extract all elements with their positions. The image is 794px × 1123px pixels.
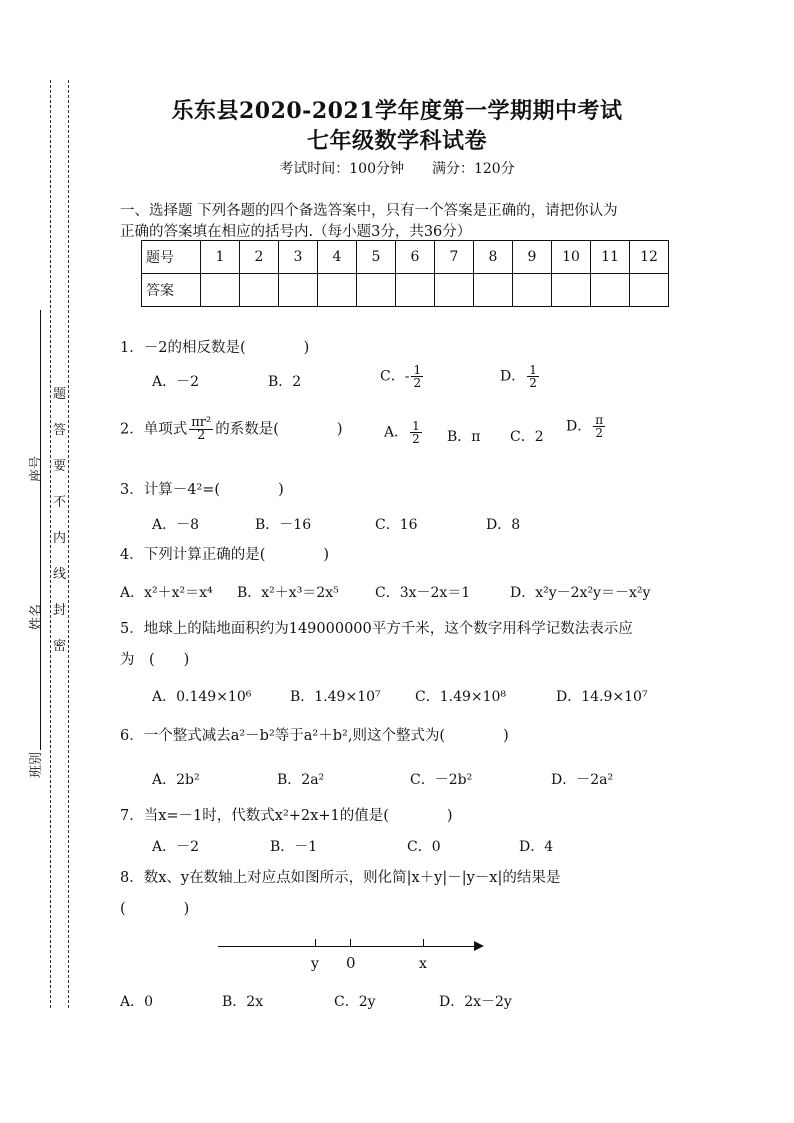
fraction-numerator: 1 <box>412 419 420 433</box>
answer-cell[interactable] <box>474 274 513 307</box>
q2-option-b: B．π <box>447 429 481 445</box>
q4-stem: 4．下列计算正确的是( ) <box>120 547 330 563</box>
exam-title: 乐东县2020-2021学年度第一学期期中考试 <box>171 98 623 124</box>
q7-option-a: A．－2 <box>152 839 200 855</box>
question-number: 10 <box>552 241 591 274</box>
answer-cell[interactable] <box>357 274 396 307</box>
answer-cell[interactable] <box>513 274 552 307</box>
fraction-numerator: 1 <box>529 363 537 377</box>
q5-stem-line1: 5．地球上的陆地面积约为149000000平方千米，这个数字用科学记数法表示应 <box>120 621 633 637</box>
q5-option-d: D．14.9×10⁷ <box>556 689 648 705</box>
q2-option-d-fraction <box>593 414 605 439</box>
q1-option-c-prefix: C．- <box>380 368 410 385</box>
q8-stem-line1: 8．数x、y在数轴上对应点如图所示，则化简|x＋y|－|y－x|的结果是 <box>120 870 561 886</box>
answer-cell[interactable] <box>435 274 474 307</box>
answer-cell[interactable] <box>240 274 279 307</box>
q5-option-b: B．1.49×10⁷ <box>290 689 381 705</box>
q7-option-b: B．－1 <box>270 839 318 855</box>
table-row <box>142 274 669 307</box>
q1-option-d-fraction <box>527 364 539 389</box>
q4-option-b: B．x²＋x³＝2x⁵ <box>237 585 339 601</box>
q1-option-c <box>380 364 425 389</box>
q6-option-b: B．2a² <box>277 772 325 788</box>
q3-option-d: D．8 <box>486 517 521 533</box>
question-number: 1 <box>201 241 240 274</box>
name-label: 姓名 <box>29 603 44 630</box>
tick-zero <box>350 939 351 947</box>
question-number: 2 <box>240 241 279 274</box>
seal-char: 内 <box>53 531 67 546</box>
label-x: x <box>419 956 427 972</box>
seal-char: 要 <box>53 459 67 474</box>
answer-table <box>141 240 669 307</box>
q7-option-d: D．4 <box>519 839 554 855</box>
q2-stem-prefix: 2．单项式 <box>120 421 188 438</box>
q6-option-a: A．2b² <box>152 772 200 788</box>
q2-option-a-fraction <box>410 420 422 445</box>
q2-stem <box>120 417 343 442</box>
q6-option-c: C．－2b² <box>410 772 473 788</box>
q2-option-a-prefix: A． <box>384 424 409 441</box>
q8-option-c: C．2y <box>334 994 376 1010</box>
q8-stem-line2: ( ) <box>120 901 190 917</box>
answer-cell[interactable] <box>396 274 435 307</box>
q4-option-d: D．x²y－2x²y＝－x²y <box>510 585 651 601</box>
seal-char: 封 <box>53 603 67 618</box>
q8-option-a: A．0 <box>120 994 154 1010</box>
question-number: 4 <box>318 241 357 274</box>
table-row <box>142 241 669 274</box>
answer-cell[interactable] <box>201 274 240 307</box>
q5-option-a: A．0.149×10⁶ <box>152 689 252 705</box>
q3-option-b: B．－16 <box>255 517 312 533</box>
q7-option-c: C．0 <box>407 839 441 855</box>
answer-cell[interactable] <box>318 274 357 307</box>
q5-stem-line2: 为 ( ) <box>120 652 190 668</box>
fraction-numerator: 1 <box>413 363 422 377</box>
section-intro-2: 正确的答案填在相应的括号内.（每小题3分，共36分） <box>120 224 472 240</box>
exam-subtitle: 七年级数学科试卷 <box>306 128 487 154</box>
q1-option-b: B．2 <box>268 374 302 390</box>
number-line <box>218 946 476 947</box>
fraction-denominator: 2 <box>413 376 422 390</box>
answer-cell[interactable] <box>279 274 318 307</box>
q8-option-d: D．2x－2y <box>439 994 512 1010</box>
seal-char: 答 <box>53 423 67 438</box>
q1-option-a: A．－2 <box>152 374 200 390</box>
seal-char: 密 <box>53 639 67 654</box>
q3-option-c: C．16 <box>375 517 418 533</box>
q3-option-a: A．－8 <box>152 517 200 533</box>
q3-stem: 3．计算－4²=( ) <box>120 482 284 498</box>
number-line-arrow-icon <box>474 941 484 951</box>
q1-option-d <box>500 364 541 389</box>
seal-char: 题 <box>53 387 67 402</box>
q4-option-c: C．3x－2x＝1 <box>375 585 471 601</box>
question-number: 6 <box>396 241 435 274</box>
q1-option-d-prefix: D． <box>500 368 526 385</box>
section-intro-1: 一、选择题 下列各题的四个备选答案中，只有一个答案是正确的，请把你认为 <box>120 203 618 219</box>
q2-monomial-fraction <box>189 417 213 442</box>
q2-option-d-prefix: D． <box>566 418 592 435</box>
q1-option-c-fraction <box>411 364 423 389</box>
q2-stem-suffix: 的系数是( ) <box>215 421 343 438</box>
seat-label: 座号 <box>29 455 44 482</box>
label-y: y <box>311 956 319 972</box>
tick-y <box>315 939 316 947</box>
seal-char: 不 <box>53 495 67 510</box>
class-label: 班别 <box>29 751 44 778</box>
fraction-denominator: 2 <box>197 428 206 443</box>
answer-cell[interactable] <box>630 274 669 307</box>
seal-text <box>53 388 67 676</box>
question-number: 7 <box>435 241 474 274</box>
q6-stem: 6．一个整式减去a²－b²等于a²＋b²,则这个整式为( ) <box>120 728 509 744</box>
fraction-numerator: π <box>595 413 604 427</box>
fold-line-left <box>50 80 51 1008</box>
q8-option-b: B．2x <box>222 994 264 1010</box>
q2-option-d <box>566 414 607 439</box>
seal-char: 线 <box>53 567 67 582</box>
student-info-line <box>40 310 41 750</box>
fold-line-right <box>68 80 69 1008</box>
q2-option-c: C．2 <box>510 429 544 445</box>
q5-option-c: C．1.49×10⁸ <box>415 689 507 705</box>
q4-option-a: A．x²＋x²＝x⁴ <box>120 585 213 601</box>
q2-option-a <box>384 420 424 445</box>
tick-x <box>423 939 424 947</box>
answer-cell[interactable] <box>591 274 630 307</box>
fraction-denominator: 2 <box>595 426 603 440</box>
answer-cell[interactable] <box>552 274 591 307</box>
question-number: 8 <box>474 241 513 274</box>
label-zero: 0 <box>346 954 356 972</box>
fraction-numerator: πr² <box>191 415 212 430</box>
table-head-label: 题号 <box>142 241 201 274</box>
fraction-denominator: 2 <box>412 432 420 446</box>
question-number: 12 <box>630 241 669 274</box>
q1-stem: 1．－2的相反数是( ) <box>120 340 310 356</box>
question-number: 9 <box>513 241 552 274</box>
q7-stem: 7．当x=－1时，代数式x²+2x+1的值是( ) <box>120 808 453 824</box>
question-number: 5 <box>357 241 396 274</box>
exam-info: 考试时间：100分钟 满分：120分 <box>279 161 515 177</box>
question-number: 3 <box>279 241 318 274</box>
question-number: 11 <box>591 241 630 274</box>
q6-option-d: D．－2a² <box>551 772 614 788</box>
table-answer-label: 答案 <box>142 274 201 307</box>
fraction-denominator: 2 <box>529 376 537 390</box>
